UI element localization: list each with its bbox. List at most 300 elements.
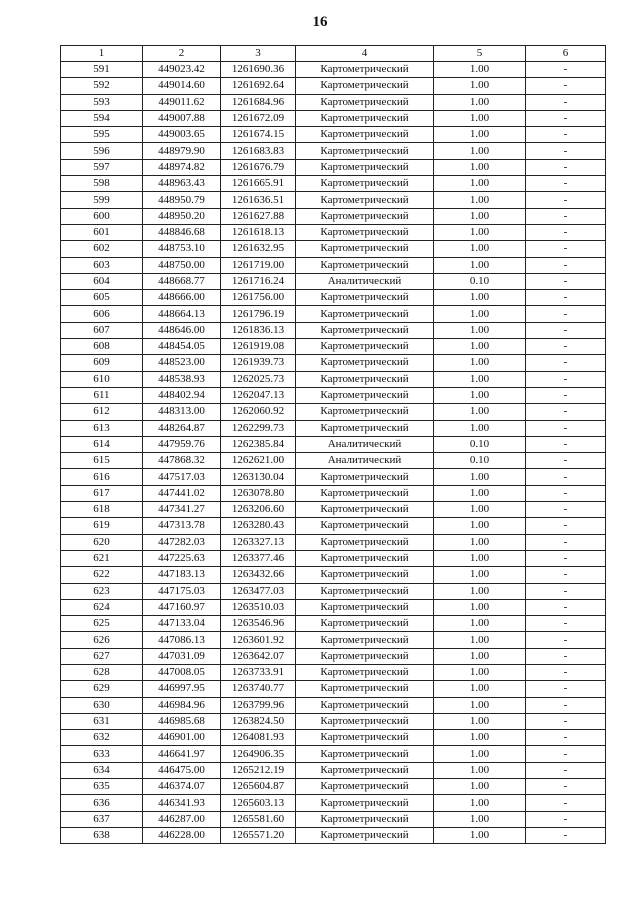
table-row — [61, 371, 606, 387]
point-number-cell: 621 — [61, 550, 143, 566]
accuracy-cell: 1.00 — [434, 697, 526, 713]
method-cell: Картометрический — [296, 762, 434, 778]
note-cell: - — [526, 713, 606, 729]
header-row — [61, 46, 606, 62]
table-row — [61, 583, 606, 599]
x-coordinate-cell: 446287.00 — [143, 811, 221, 827]
y-coordinate-cell: 1265581.60 — [221, 811, 296, 827]
note-cell: - — [526, 697, 606, 713]
y-coordinate-cell: 1262385.84 — [221, 436, 296, 452]
x-coordinate-cell: 447160.97 — [143, 599, 221, 615]
x-coordinate-cell: 448646.00 — [143, 322, 221, 338]
method-cell: Картометрический — [296, 224, 434, 240]
accuracy-cell: 1.00 — [434, 485, 526, 501]
accuracy-cell: 1.00 — [434, 534, 526, 550]
x-coordinate-cell: 447441.02 — [143, 485, 221, 501]
y-coordinate-cell: 1263740.77 — [221, 681, 296, 697]
note-cell: - — [526, 469, 606, 485]
accuracy-cell: 1.00 — [434, 257, 526, 273]
accuracy-cell: 1.00 — [434, 518, 526, 534]
table-row — [61, 127, 606, 143]
table-row — [61, 322, 606, 338]
note-cell: - — [526, 208, 606, 224]
accuracy-cell: 1.00 — [434, 62, 526, 78]
accuracy-cell: 1.00 — [434, 502, 526, 518]
x-coordinate-cell: 448846.68 — [143, 224, 221, 240]
point-number-cell: 622 — [61, 567, 143, 583]
y-coordinate-cell: 1262047.13 — [221, 387, 296, 403]
y-coordinate-cell: 1263510.03 — [221, 599, 296, 615]
note-cell: - — [526, 681, 606, 697]
column-header: 5 — [434, 46, 526, 62]
point-number-cell: 630 — [61, 697, 143, 713]
y-coordinate-cell: 1261919.08 — [221, 339, 296, 355]
method-cell: Аналитический — [296, 273, 434, 289]
method-cell: Картометрический — [296, 404, 434, 420]
point-number-cell: 594 — [61, 110, 143, 126]
method-cell: Картометрический — [296, 290, 434, 306]
x-coordinate-cell: 447133.04 — [143, 616, 221, 632]
point-number-cell: 615 — [61, 453, 143, 469]
accuracy-cell: 0.10 — [434, 436, 526, 452]
x-coordinate-cell: 446985.68 — [143, 713, 221, 729]
point-number-cell: 627 — [61, 648, 143, 664]
y-coordinate-cell: 1261939.73 — [221, 355, 296, 371]
table-row — [61, 387, 606, 403]
table-row — [61, 78, 606, 94]
note-cell: - — [526, 127, 606, 143]
x-coordinate-cell: 449011.62 — [143, 94, 221, 110]
note-cell: - — [526, 762, 606, 778]
method-cell: Картометрический — [296, 257, 434, 273]
method-cell: Картометрический — [296, 502, 434, 518]
note-cell: - — [526, 322, 606, 338]
column-header: 3 — [221, 46, 296, 62]
note-cell: - — [526, 143, 606, 159]
table-row — [61, 355, 606, 371]
table-row — [61, 404, 606, 420]
point-number-cell: 625 — [61, 616, 143, 632]
method-cell: Картометрический — [296, 550, 434, 566]
y-coordinate-cell: 1261672.09 — [221, 110, 296, 126]
table-row — [61, 746, 606, 762]
y-coordinate-cell: 1261836.13 — [221, 322, 296, 338]
coordinates-table — [60, 45, 606, 844]
method-cell: Картометрический — [296, 599, 434, 615]
note-cell: - — [526, 78, 606, 94]
point-number-cell: 600 — [61, 208, 143, 224]
accuracy-cell: 1.00 — [434, 192, 526, 208]
y-coordinate-cell: 1261690.36 — [221, 62, 296, 78]
note-cell: - — [526, 648, 606, 664]
y-coordinate-cell: 1261683.83 — [221, 143, 296, 159]
y-coordinate-cell: 1262299.73 — [221, 420, 296, 436]
note-cell: - — [526, 664, 606, 680]
accuracy-cell: 1.00 — [434, 681, 526, 697]
accuracy-cell: 1.00 — [434, 567, 526, 583]
table-row — [61, 192, 606, 208]
y-coordinate-cell: 1261665.91 — [221, 176, 296, 192]
table-row — [61, 730, 606, 746]
method-cell: Картометрический — [296, 779, 434, 795]
table-row — [61, 534, 606, 550]
y-coordinate-cell: 1262060.92 — [221, 404, 296, 420]
table-row — [61, 827, 606, 843]
x-coordinate-cell: 449007.88 — [143, 110, 221, 126]
point-number-cell: 591 — [61, 62, 143, 78]
y-coordinate-cell: 1262621.00 — [221, 453, 296, 469]
note-cell: - — [526, 355, 606, 371]
method-cell: Картометрический — [296, 648, 434, 664]
y-coordinate-cell: 1261674.15 — [221, 127, 296, 143]
table-row — [61, 811, 606, 827]
note-cell: - — [526, 224, 606, 240]
method-cell: Картометрический — [296, 78, 434, 94]
table-row — [61, 257, 606, 273]
point-number-cell: 626 — [61, 632, 143, 648]
accuracy-cell: 1.00 — [434, 127, 526, 143]
accuracy-cell: 1.00 — [434, 583, 526, 599]
note-cell: - — [526, 420, 606, 436]
point-number-cell: 636 — [61, 795, 143, 811]
accuracy-cell: 1.00 — [434, 371, 526, 387]
method-cell: Картометрический — [296, 241, 434, 257]
method-cell: Картометрический — [296, 518, 434, 534]
x-coordinate-cell: 446997.95 — [143, 681, 221, 697]
method-cell: Картометрический — [296, 94, 434, 110]
table-row — [61, 648, 606, 664]
table-row — [61, 713, 606, 729]
point-number-cell: 635 — [61, 779, 143, 795]
accuracy-cell: 1.00 — [434, 795, 526, 811]
y-coordinate-cell: 1262025.73 — [221, 371, 296, 387]
table-row — [61, 208, 606, 224]
method-cell: Картометрический — [296, 192, 434, 208]
y-coordinate-cell: 1263477.03 — [221, 583, 296, 599]
y-coordinate-cell: 1263546.96 — [221, 616, 296, 632]
point-number-cell: 611 — [61, 387, 143, 403]
y-coordinate-cell: 1263642.07 — [221, 648, 296, 664]
note-cell: - — [526, 518, 606, 534]
x-coordinate-cell: 446984.96 — [143, 697, 221, 713]
note-cell: - — [526, 159, 606, 175]
table-row — [61, 241, 606, 257]
table-row — [61, 62, 606, 78]
method-cell: Картометрический — [296, 322, 434, 338]
x-coordinate-cell: 448979.90 — [143, 143, 221, 159]
note-cell: - — [526, 62, 606, 78]
table-row — [61, 664, 606, 680]
point-number-cell: 596 — [61, 143, 143, 159]
note-cell: - — [526, 779, 606, 795]
method-cell: Картометрический — [296, 143, 434, 159]
note-cell: - — [526, 550, 606, 566]
x-coordinate-cell: 447008.05 — [143, 664, 221, 680]
table-row — [61, 697, 606, 713]
note-cell: - — [526, 599, 606, 615]
y-coordinate-cell: 1265604.87 — [221, 779, 296, 795]
accuracy-cell: 1.00 — [434, 306, 526, 322]
method-cell: Картометрический — [296, 110, 434, 126]
y-coordinate-cell: 1261692.64 — [221, 78, 296, 94]
accuracy-cell: 1.00 — [434, 159, 526, 175]
x-coordinate-cell: 448753.10 — [143, 241, 221, 257]
method-cell: Картометрический — [296, 387, 434, 403]
accuracy-cell: 1.00 — [434, 208, 526, 224]
point-number-cell: 592 — [61, 78, 143, 94]
y-coordinate-cell: 1263130.04 — [221, 469, 296, 485]
method-cell: Картометрический — [296, 583, 434, 599]
table-row — [61, 306, 606, 322]
note-cell: - — [526, 241, 606, 257]
x-coordinate-cell: 448313.00 — [143, 404, 221, 420]
table-row — [61, 632, 606, 648]
accuracy-cell: 1.00 — [434, 241, 526, 257]
note-cell: - — [526, 632, 606, 648]
point-number-cell: 607 — [61, 322, 143, 338]
table-row — [61, 681, 606, 697]
method-cell: Картометрический — [296, 616, 434, 632]
accuracy-cell: 1.00 — [434, 811, 526, 827]
x-coordinate-cell: 448664.13 — [143, 306, 221, 322]
method-cell: Картометрический — [296, 827, 434, 843]
point-number-cell: 618 — [61, 502, 143, 518]
x-coordinate-cell: 448750.00 — [143, 257, 221, 273]
note-cell: - — [526, 567, 606, 583]
method-cell: Картометрический — [296, 420, 434, 436]
table-row — [61, 795, 606, 811]
accuracy-cell: 1.00 — [434, 469, 526, 485]
point-number-cell: 610 — [61, 371, 143, 387]
x-coordinate-cell: 446641.97 — [143, 746, 221, 762]
method-cell: Картометрический — [296, 730, 434, 746]
point-number-cell: 595 — [61, 127, 143, 143]
point-number-cell: 629 — [61, 681, 143, 697]
accuracy-cell: 1.00 — [434, 632, 526, 648]
x-coordinate-cell: 449003.65 — [143, 127, 221, 143]
accuracy-cell: 1.00 — [434, 176, 526, 192]
note-cell: - — [526, 387, 606, 403]
x-coordinate-cell: 447086.13 — [143, 632, 221, 648]
point-number-cell: 637 — [61, 811, 143, 827]
note-cell: - — [526, 306, 606, 322]
method-cell: Аналитический — [296, 453, 434, 469]
table-row — [61, 143, 606, 159]
y-coordinate-cell: 1264906.35 — [221, 746, 296, 762]
table-row — [61, 550, 606, 566]
accuracy-cell: 1.00 — [434, 143, 526, 159]
note-cell: - — [526, 746, 606, 762]
method-cell: Картометрический — [296, 681, 434, 697]
note-cell: - — [526, 371, 606, 387]
x-coordinate-cell: 446901.00 — [143, 730, 221, 746]
y-coordinate-cell: 1261627.88 — [221, 208, 296, 224]
y-coordinate-cell: 1265571.20 — [221, 827, 296, 843]
method-cell: Картометрический — [296, 159, 434, 175]
y-coordinate-cell: 1263280.43 — [221, 518, 296, 534]
x-coordinate-cell: 447959.76 — [143, 436, 221, 452]
y-coordinate-cell: 1261716.24 — [221, 273, 296, 289]
method-cell: Картометрический — [296, 534, 434, 550]
y-coordinate-cell: 1261796.19 — [221, 306, 296, 322]
x-coordinate-cell: 448454.05 — [143, 339, 221, 355]
method-cell: Картометрический — [296, 795, 434, 811]
table-row — [61, 339, 606, 355]
note-cell: - — [526, 192, 606, 208]
y-coordinate-cell: 1261636.51 — [221, 192, 296, 208]
note-cell: - — [526, 827, 606, 843]
accuracy-cell: 1.00 — [434, 224, 526, 240]
accuracy-cell: 1.00 — [434, 762, 526, 778]
method-cell: Картометрический — [296, 355, 434, 371]
table-row — [61, 224, 606, 240]
accuracy-cell: 1.00 — [434, 730, 526, 746]
x-coordinate-cell: 447225.63 — [143, 550, 221, 566]
table-row — [61, 436, 606, 452]
x-coordinate-cell: 447868.32 — [143, 453, 221, 469]
method-cell: Картометрический — [296, 127, 434, 143]
table-row — [61, 567, 606, 583]
point-number-cell: 638 — [61, 827, 143, 843]
note-cell: - — [526, 94, 606, 110]
accuracy-cell: 1.00 — [434, 404, 526, 420]
method-cell: Картометрический — [296, 62, 434, 78]
x-coordinate-cell: 447175.03 — [143, 583, 221, 599]
method-cell: Картометрический — [296, 208, 434, 224]
point-number-cell: 603 — [61, 257, 143, 273]
x-coordinate-cell: 448950.20 — [143, 208, 221, 224]
point-number-cell: 602 — [61, 241, 143, 257]
method-cell: Аналитический — [296, 436, 434, 452]
point-number-cell: 598 — [61, 176, 143, 192]
method-cell: Картометрический — [296, 176, 434, 192]
note-cell: - — [526, 339, 606, 355]
x-coordinate-cell: 449023.42 — [143, 62, 221, 78]
accuracy-cell: 1.00 — [434, 550, 526, 566]
note-cell: - — [526, 730, 606, 746]
point-number-cell: 605 — [61, 290, 143, 306]
accuracy-cell: 1.00 — [434, 420, 526, 436]
table-row — [61, 518, 606, 534]
method-cell: Картометрический — [296, 485, 434, 501]
accuracy-cell: 1.00 — [434, 339, 526, 355]
table-row — [61, 485, 606, 501]
method-cell: Картометрический — [296, 469, 434, 485]
y-coordinate-cell: 1261618.13 — [221, 224, 296, 240]
note-cell: - — [526, 583, 606, 599]
y-coordinate-cell: 1263377.46 — [221, 550, 296, 566]
point-number-cell: 633 — [61, 746, 143, 762]
table-row — [61, 176, 606, 192]
note-cell: - — [526, 502, 606, 518]
accuracy-cell: 1.00 — [434, 290, 526, 306]
y-coordinate-cell: 1263206.60 — [221, 502, 296, 518]
point-number-cell: 614 — [61, 436, 143, 452]
table-row — [61, 779, 606, 795]
x-coordinate-cell: 447341.27 — [143, 502, 221, 518]
note-cell: - — [526, 616, 606, 632]
note-cell: - — [526, 273, 606, 289]
method-cell: Картометрический — [296, 664, 434, 680]
accuracy-cell: 1.00 — [434, 322, 526, 338]
accuracy-cell: 1.00 — [434, 827, 526, 843]
table-row — [61, 290, 606, 306]
note-cell: - — [526, 404, 606, 420]
point-number-cell: 632 — [61, 730, 143, 746]
table-row — [61, 502, 606, 518]
note-cell: - — [526, 436, 606, 452]
x-coordinate-cell: 448668.77 — [143, 273, 221, 289]
point-number-cell: 599 — [61, 192, 143, 208]
table-body — [61, 62, 606, 844]
method-cell: Картометрический — [296, 697, 434, 713]
x-coordinate-cell: 448666.00 — [143, 290, 221, 306]
method-cell: Картометрический — [296, 713, 434, 729]
x-coordinate-cell: 448538.93 — [143, 371, 221, 387]
y-coordinate-cell: 1263327.13 — [221, 534, 296, 550]
y-coordinate-cell: 1261676.79 — [221, 159, 296, 175]
point-number-cell: 609 — [61, 355, 143, 371]
note-cell: - — [526, 176, 606, 192]
accuracy-cell: 0.10 — [434, 453, 526, 469]
table-row — [61, 469, 606, 485]
x-coordinate-cell: 448974.82 — [143, 159, 221, 175]
note-cell: - — [526, 453, 606, 469]
x-coordinate-cell: 448402.94 — [143, 387, 221, 403]
page-number: 16 — [312, 14, 328, 30]
x-coordinate-cell: 448950.79 — [143, 192, 221, 208]
method-cell: Картометрический — [296, 567, 434, 583]
accuracy-cell: 1.00 — [434, 599, 526, 615]
y-coordinate-cell: 1261632.95 — [221, 241, 296, 257]
x-coordinate-cell: 448264.87 — [143, 420, 221, 436]
y-coordinate-cell: 1261684.96 — [221, 94, 296, 110]
note-cell: - — [526, 290, 606, 306]
x-coordinate-cell: 446374.07 — [143, 779, 221, 795]
point-number-cell: 624 — [61, 599, 143, 615]
point-number-cell: 606 — [61, 306, 143, 322]
point-number-cell: 597 — [61, 159, 143, 175]
point-number-cell: 619 — [61, 518, 143, 534]
note-cell: - — [526, 257, 606, 273]
accuracy-cell: 1.00 — [434, 648, 526, 664]
table-row — [61, 420, 606, 436]
x-coordinate-cell: 449014.60 — [143, 78, 221, 94]
method-cell: Картометрический — [296, 371, 434, 387]
x-coordinate-cell: 448523.00 — [143, 355, 221, 371]
note-cell: - — [526, 534, 606, 550]
y-coordinate-cell: 1263733.91 — [221, 664, 296, 680]
accuracy-cell: 1.00 — [434, 664, 526, 680]
point-number-cell: 593 — [61, 94, 143, 110]
column-header: 6 — [526, 46, 606, 62]
accuracy-cell: 1.00 — [434, 78, 526, 94]
y-coordinate-cell: 1263824.50 — [221, 713, 296, 729]
point-number-cell: 620 — [61, 534, 143, 550]
x-coordinate-cell: 447313.78 — [143, 518, 221, 534]
point-number-cell: 601 — [61, 224, 143, 240]
table-row — [61, 616, 606, 632]
accuracy-cell: 1.00 — [434, 779, 526, 795]
x-coordinate-cell: 447183.13 — [143, 567, 221, 583]
note-cell: - — [526, 485, 606, 501]
note-cell: - — [526, 811, 606, 827]
y-coordinate-cell: 1263078.80 — [221, 485, 296, 501]
column-header: 2 — [143, 46, 221, 62]
x-coordinate-cell: 448963.43 — [143, 176, 221, 192]
x-coordinate-cell: 446228.00 — [143, 827, 221, 843]
y-coordinate-cell: 1265212.19 — [221, 762, 296, 778]
